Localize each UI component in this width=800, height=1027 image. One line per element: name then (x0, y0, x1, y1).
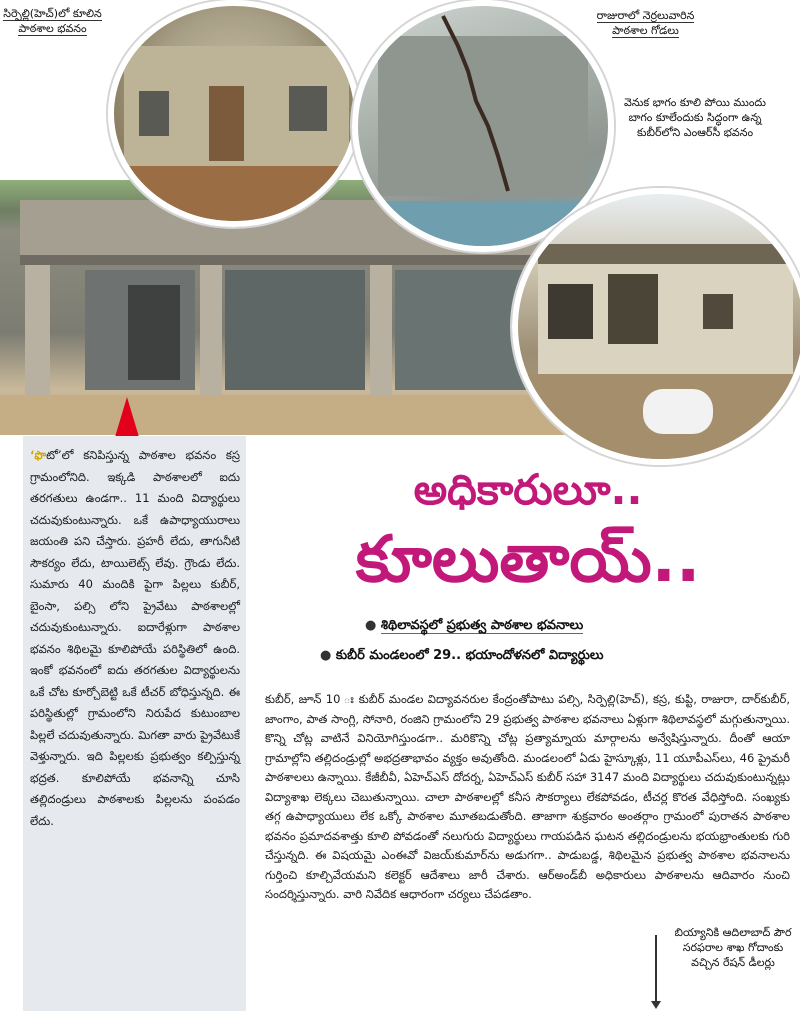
bullet-icon: ● (365, 618, 381, 633)
subhead-2-text: కుబీర్ మండలంలో 29.. భయాందోళనలో విద్యార్థులు (335, 648, 604, 663)
mrc-building-illustration (518, 194, 800, 459)
caption-mrc (615, 95, 775, 140)
red-arrow-up-icon (115, 397, 139, 437)
arrow-down-icon (655, 935, 657, 1005)
caption-ration-dealers-text: బియ్యానికి ఆదిలాబాద్ పౌర సరఫరాల శాఖ గోదాంకు వచ్చిన రేషన్ డీలర్లు (674, 926, 792, 969)
article-body: కుబీర్, జూన్ 10 ః కుబీర్ మండల విద్యావనరుల కేంద్రంతోపాటు పల్సి, సిర్పెల్లి(హెచ్), కస్ర, కుప్టి, రాజురా, దార్‌కుబీర్, జాంగాం, పాత సాంగ్లి, సోనారి, రంజిని గ్రామంలోని 29 ప్రభుత్వ పాఠశాల భవనాలు ఏళ్లుగా శిథిలావస్థలో మగ్గుతున్నాయి. కొన్ని చోట్ల వాటినే వినియోగిస్తుండగా.. మరికొన్ని చోట్ల ప్రత్యామ్నాయ మార్గాలను అన్వేషిస్తున్నారు. దీంతో ఆయా గ్రామాల్లోని తల్లిదండ్రుల్లో అభద్రతాభావం వ్యక్తం అవుతోంది. మండలంలో ఏడు హైస్కూళ్లు, 11 యూపీఎస్‌లు, 46 ప్రైమరీ పాఠశాలలు ఉన్నాయి. కేజీబీవీ, ఏహెచ్‌ఎస్ దోదర్న, ఏహెచ్‌ఎస్ కుబీర్ సహా 3147 మంది విద్యార్థులు చదువుకుంటున్నట్లు విద్యాశాఖ లెక్కలు చెబుతున్నాయి. చాలా పాఠశాలల్లో కనీస సౌకర్యాలు లేకపోవడం, టీచర్ల కొరత వేధిస్తోంది. సంఖ్యకు తగ్గ ఉపాధ్యాయులు లేక ఒక్కో పాఠశాల మూతబడుతోంది. తాజాగా శుక్రవారం అంతర్గాం గ్రామంలో పురాతన పాఠశాల భవనం ప్రమాదవశాత్తు కూలి పోవడంతో నలుగురు విద్యార్థులు గాయపడిన ఘటన తల్లిదండ్రులను భయభ్రాంతులకు గురి చేస్తున్నది. ఈ విషయమై ఎంఈవో విజయ్‌కుమార్‌ను అడుగగా.. పాడుబడ్డ, శిథిలమైన ప్రభుత్వ పాఠశాల భవనాలను గుర్తించి కూల్చివేయమని కలెక్టర్ ఆదేశాలు జారీ చేశారు. ఆర్‌అండ్‌బీ అధికారులు పాఠశాలను ఆదివారం నుంచి సందర్శిస్తున్నారు. వారి నివేదిక ఆధారంగా చర్యలు చేపడతాం. (265, 692, 790, 901)
building-illustration (114, 6, 354, 221)
sidebar-highlight: ‘ఫొ (30, 448, 47, 462)
cracked-wall-illustration (358, 6, 608, 246)
sirpelli-collapsed-building-photo (108, 0, 360, 227)
sidebar-article (30, 445, 240, 832)
bullet-icon: ● (320, 648, 336, 663)
caption-sirpelli (0, 6, 105, 36)
caption-mrc-text: వెనుక భాగం కూలి పోయి ముందు బాగం కూలేందుకు సిద్ధంగా ఉన్న కుబీర్‌లోని ఎంఆర్‌సీ భవనం (624, 96, 766, 139)
caption-ration-dealers (668, 925, 798, 970)
headline (258, 462, 798, 602)
subhead-1-text: శిథిలావస్థలో ప్రభుత్వ పాఠశాల భవనాలు (380, 618, 584, 633)
caption-rajura (588, 8, 703, 38)
caption-sirpelli-text: సిర్పెల్లి(హెచ్)లో కూలిన పాఠశాల భవనం (3, 7, 102, 35)
subhead-2 (320, 648, 720, 666)
caption-rajura-text: రాజురాలో నెర్రలువారిన పాఠశాల గోడలు (596, 9, 695, 37)
sidebar-text: టో’లో కనిపిస్తున్న పాఠశాల భవనం కస్ర గ్రామంలోనిది. ఇక్కడి పాఠశాలలో ఐదు తరగతులు ఉండగా.. 11 మంది విద్యార్థులు చదువుకుంటున్నారు. ఒకే ఉపాధ్యాయురాలు జయంతి పని చేస్తారు. ప్రహరీ లేదు, తాగునీటి సౌకర్యం లేదు, టాయిలెట్స్ లేవు. గ్రౌండు లేదు. సుమారు 40 మందికి పైగా పిల్లలు కుబీర్, బైంసా, పల్సి లోని ప్రైవేటు పాఠశాలల్లో చదువుకుంటున్నారు. ఐదారేళ్లుగా పాఠశాల భవనం శిథిలమై కూలిపోయే పరిస్థితిలో ఉంది. ఇంకో భవనంలో ఐదు తరగతుల విద్యార్థులను ఒకే చోట కూర్చోబెట్టి ఒకే టీచర్ బోధిస్తున్నది. ఈ పరిస్థితుల్లో గ్రామంలోని నిరుపేద కుటుంబాల పిల్లలే చదువుతున్నారు. మిగతా వారు ప్రైవేటుకే వెళ్తున్నారు. ఇది పిల్లలకు ప్రభుత్వం కల్పిస్తున్న భద్రత. కూలిపోయే భవనాన్ని చూసి తల్లిదండ్రులు పాఠశాలకు పిల్లలను పంపడం లేదు. (30, 448, 240, 828)
kubir-mrc-building-photo (512, 188, 800, 465)
subhead-1 (365, 618, 665, 636)
headline-line-2: కూలుతాయ్.. (355, 523, 701, 597)
headline-line-1: అధికారులూ.. (413, 465, 643, 514)
